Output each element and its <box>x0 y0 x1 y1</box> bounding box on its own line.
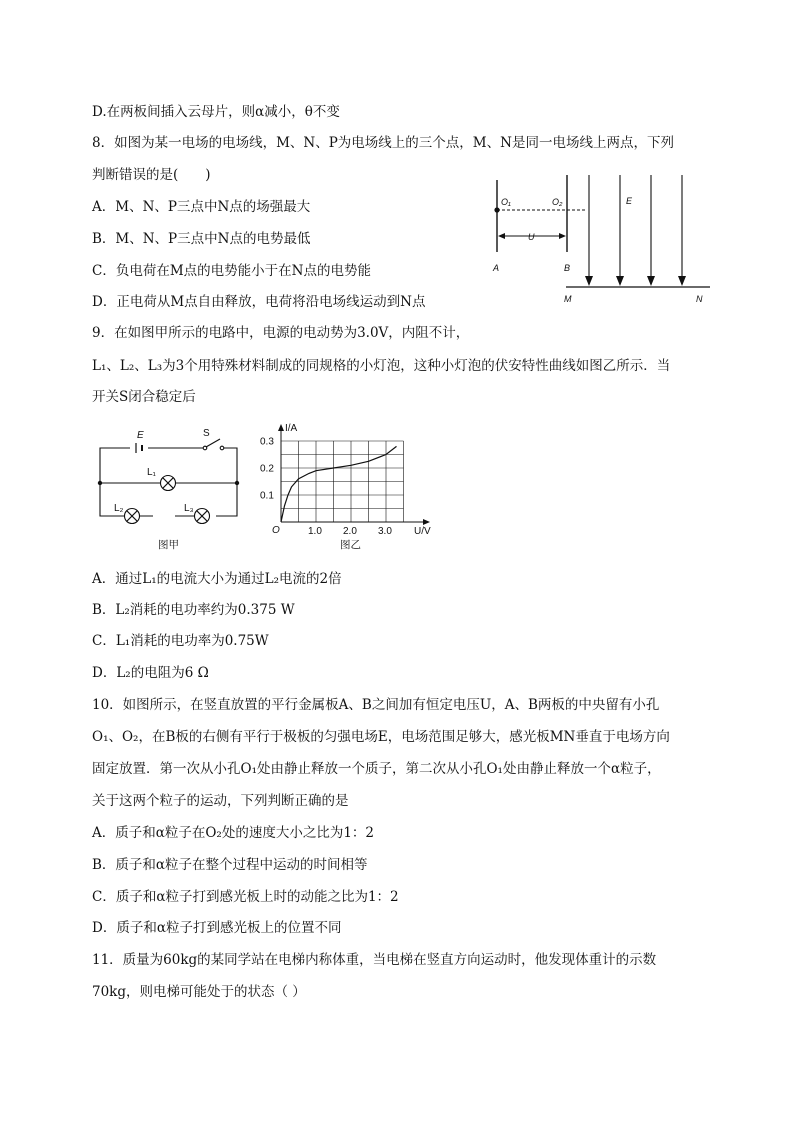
q9-stem-line3: 开关S闭合稳定后 <box>92 389 196 405</box>
u-arrow-right-head <box>559 233 566 239</box>
chart-caption: 图乙 <box>340 539 361 551</box>
q9-option-a: A．通过L₁的电流大小为通过L₂电流的2倍 <box>92 571 342 587</box>
iu-curve-chart <box>258 420 443 555</box>
lamp-l2 <box>125 509 140 524</box>
q8-stem-line2: 判断错误的是( ) <box>92 167 211 183</box>
label-n: N <box>696 294 703 304</box>
label-a: A <box>493 263 500 273</box>
q8-option-a: A．M、N、P三点中N点的场强最大 <box>92 199 311 215</box>
switch-s <box>203 439 224 450</box>
x-axis-arrow <box>423 519 430 525</box>
x-tick-label: 3.0 <box>378 526 392 537</box>
label-b: B <box>564 263 571 273</box>
q11-stem-line2: 70kg，则电梯可能处于的状态（ ） <box>92 984 306 1000</box>
x-tick-label: 1.0 <box>308 526 322 537</box>
circuit-label-l2: L₂ <box>114 503 124 514</box>
lamp-l1 <box>161 476 176 491</box>
q10-option-c: C．质子和α粒子打到感光板上时的动能之比为1：2 <box>92 889 399 905</box>
chart-grid <box>281 441 404 522</box>
chart-ylabel: I/A <box>285 423 298 434</box>
label-o2: O₂ <box>552 197 563 207</box>
q9-option-b: B．L₂消耗的电功率约为0.375 W <box>92 602 295 618</box>
q8-option-b: B．M、N、P三点中N点的电势最低 <box>92 231 311 247</box>
y-tick-label: 0.2 <box>260 463 274 475</box>
q9-stem-line2: L₁、L₂、L₃为3个用特殊材料制成的同规格的小灯泡，这种小灯泡的伏安特性曲线如图乙所示．当 <box>92 358 671 374</box>
y-tick-label: 0.1 <box>260 490 274 502</box>
circuit-label-l3: L₃ <box>184 503 194 514</box>
q10-stem-line1: 10．如图所示，在竖直放置的平行金属板A、B之间加有恒定电压U，A、B两板的中央留有小孔 <box>92 697 660 713</box>
q10-stem-line2: O₁、O₂，在B板的右侧有平行于极板的匀强电场E，电场范围足够大，感光板MN垂直于电场方向 <box>92 729 670 745</box>
chart-xlabel: U/V <box>414 526 431 537</box>
circuit-label-e: E <box>137 430 144 441</box>
q9-stem-line1: 9．在如图甲所示的电路中，电源的电动势为3.0V，内阻不计， <box>92 325 470 341</box>
x-tick-label: 2.0 <box>343 526 357 537</box>
chart-axes <box>278 424 430 525</box>
q7-option-d: D.在两板间插入云母片，则α减小，θ不变 <box>92 104 340 120</box>
q10-stem-line4: 关于这两个粒子的运动，下列判断正确的是 <box>92 793 349 809</box>
q9-option-d: D．L₂的电阻为6 Ω <box>92 665 209 681</box>
chart-origin: O <box>272 525 280 536</box>
junction-left <box>98 481 102 485</box>
u-arrow-left-head <box>498 233 505 239</box>
circuit-caption: 图甲 <box>158 539 179 551</box>
label-o1: O₁ <box>501 197 511 207</box>
label-m: M <box>564 294 572 304</box>
y-axis-arrow <box>278 424 284 431</box>
q10-option-b: B．质子和α粒子在整个过程中运动的时间相等 <box>92 857 368 873</box>
q10-stem-line3: 固定放置．第一次从小孔O₁处由静止释放一个质子，第二次从小孔O₁处由静止释放一个α粒子， <box>92 761 661 777</box>
circuit-figure <box>92 424 247 554</box>
circuit-label-l1: L₁ <box>147 467 156 478</box>
label-e: E <box>626 196 633 206</box>
lamp-l3 <box>195 509 210 524</box>
junction-right <box>235 481 239 485</box>
field-lines <box>585 175 686 286</box>
q8-option-d: D．正电荷从M点自由释放，电荷将沿电场线运动到N点 <box>92 294 426 310</box>
label-u: U <box>528 232 535 242</box>
q10-option-a: A．质子和α粒子在O₂处的速度大小之比为1：2 <box>92 825 375 841</box>
y-tick-label: 0.3 <box>260 436 274 448</box>
circuit-label-s: S <box>203 428 210 439</box>
q8-option-c: C．负电荷在M点的电势能小于在N点的电势能 <box>92 263 371 279</box>
q8-stem-line1: 8．如图为某一电场的电场线，M、N、P为电场线上的三个点，M、N是同一电场线上两点，下列 <box>92 135 674 151</box>
q9-option-c: C．L₁消耗的电功率为0.75W <box>92 633 269 649</box>
q11-stem-line1: 11．质量为60kg的某同学站在电梯内称体重，当电梯在竖直方向运动时，他发现体重计的示数 <box>92 952 657 968</box>
plates-field-figure <box>486 170 716 310</box>
battery-e <box>136 443 142 453</box>
q10-option-d: D．质子和α粒子打到感光板上的位置不同 <box>92 920 342 936</box>
